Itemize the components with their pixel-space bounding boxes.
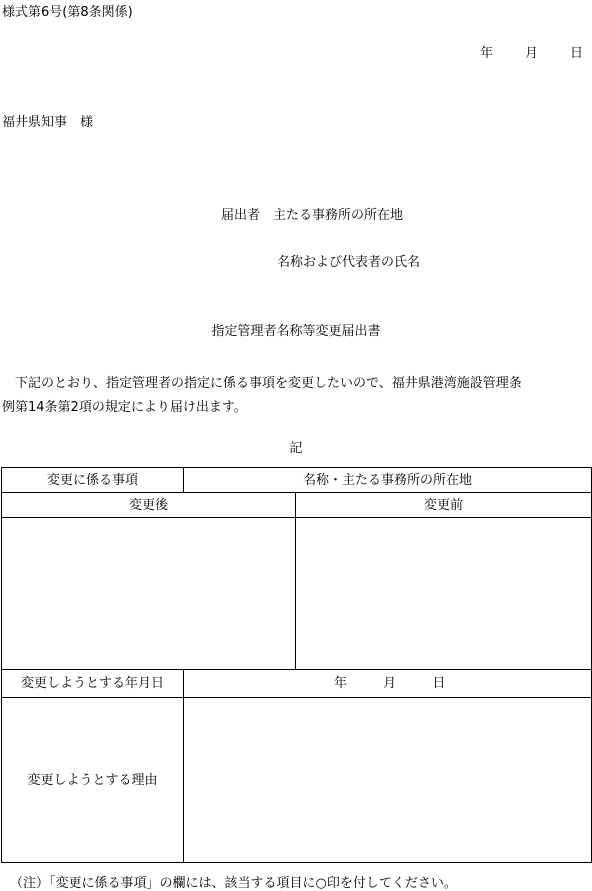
- reason-value-cell[interactable]: [184, 698, 592, 863]
- submitter-name-label: 名称および代表者の氏名: [277, 255, 421, 270]
- table-row: [2, 698, 592, 863]
- date-year-label: 年: [480, 46, 494, 61]
- date-label-cell: 変更しようとする年月日: [2, 670, 184, 698]
- table-row: [2, 518, 592, 670]
- date-day-text: 日: [432, 676, 446, 691]
- date-value-cell[interactable]: [184, 670, 592, 698]
- footnote: （注）「変更に係る事項」の欄には、該当する項目に○印を付してください。: [10, 876, 457, 891]
- date-day-label: 日: [570, 46, 584, 61]
- reason-label-cell: 変更しようとする理由: [2, 698, 184, 863]
- matter-label-cell: 変更に係る事項: [2, 468, 184, 493]
- date-month-text: 月: [383, 676, 397, 691]
- after-value-cell[interactable]: [2, 518, 296, 670]
- body-line-2: 例第14条第2項の規定により届け出ます。: [2, 400, 247, 415]
- date-month-label: 月: [525, 46, 539, 61]
- table-row: [2, 493, 592, 518]
- body-line-1: 下記のとおり、指定管理者の指定に係る事項を変更したいので、福井県港湾施設管理条: [2, 376, 522, 391]
- date-year-text: 年: [334, 676, 348, 691]
- matter-value-cell[interactable]: 名称・主たる事務所の所在地: [184, 468, 592, 493]
- ki-heading: 記: [289, 441, 303, 456]
- change-form-table: [1, 467, 592, 863]
- table-row: [2, 670, 592, 698]
- before-value-cell[interactable]: [296, 518, 592, 670]
- before-label-cell: 変更前: [296, 493, 592, 518]
- document-title: 指定管理者名称等変更届出書: [211, 324, 381, 339]
- form-number: 様式第6号(第8条関係): [2, 5, 133, 20]
- addressee: 福井県知事 様: [2, 115, 94, 130]
- table-row: [2, 468, 592, 493]
- submitter-office-label: 届出者 主たる事務所の所在地: [221, 208, 404, 223]
- after-label-cell: 変更後: [2, 493, 296, 518]
- document-body: [2, 372, 590, 420]
